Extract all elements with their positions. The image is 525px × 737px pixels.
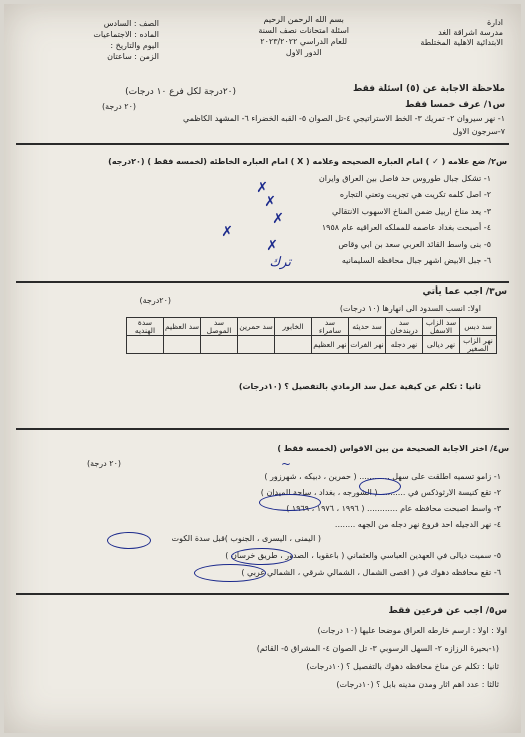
dam-cell: سد الزاب الاسفل — [423, 318, 460, 336]
q4-item-3: ٣- واسط اصبحت محافظه عام ............ ( ١٩٩٦ ، ١٩٧٦ ، ١٩٦٩ ) — [286, 504, 501, 513]
divider-4 — [16, 593, 509, 595]
dam-cell: سد دبس — [460, 318, 497, 336]
answer-circle-2 — [259, 494, 321, 511]
q4-item-4-options: ( اليمنى ، اليسرى ، الجنوب )قبل سدة الكوت — [171, 534, 321, 543]
dams-row — [127, 318, 497, 336]
cross-mark-5: ✗ — [266, 238, 278, 254]
river-cell — [238, 336, 275, 354]
score-mark-icon: ~ — [280, 457, 291, 471]
q4-item-4: ٤- نهر الدجيله احد فروع نهر دجله من الجهه ........ — [334, 520, 501, 529]
rivers-row — [127, 336, 497, 354]
exam-title-block — [258, 14, 349, 58]
dam-cell: سد دربندخان — [386, 318, 423, 336]
river-cell: نهر دجله — [386, 336, 423, 354]
dams-table — [126, 317, 497, 354]
q4-item-5: ٥- سميت ديالى في العهدين العباسي والعثماني ( باعقوبا ، الصدور ، طريق خرسان ) — [225, 551, 501, 560]
q2-item-5: ٥- بنى واسط القائد العربي سعد بن ابي وقاص — [338, 240, 491, 249]
dam-cell: سد الموصل — [201, 318, 238, 336]
river-cell — [127, 336, 164, 354]
school-line-1: ادارة — [486, 18, 503, 27]
marks-note: (٢٠درجة لكل فرع ١٠ درجات) — [125, 87, 236, 97]
q5-part-1-items: (١-بحيرة الرزازه ٢- السهل الرسوبي ٣- تل الصوان ٤- المشراق ٥- القائم) — [256, 644, 499, 653]
time-line: الزمن : ساعتان — [107, 52, 159, 61]
river-cell — [164, 336, 201, 354]
divider-1 — [16, 143, 509, 145]
school-line-2: مدرسة اشراقة الغد — [438, 28, 503, 37]
dam-cell: سد حمرين — [238, 318, 275, 336]
river-cell: نهر ديالى — [423, 336, 460, 354]
q5-title: س٥/ اجب عن فرعين فقط — [388, 606, 507, 616]
q2-item-1: ١- تشكل جبال طوروس حد فاصل بين العراق وايران — [318, 174, 491, 183]
q1-marks: (٢٠ درجة) — [101, 102, 136, 111]
academic-year: للعام الدراسي ٢٠٢٣/٢٠٢٢ — [260, 37, 348, 46]
exam-round: الدور الاول — [285, 48, 322, 57]
river-cell: نهر الفرات — [349, 336, 386, 354]
exam-title: اسئلة امتحانات نصف السنة — [258, 26, 349, 35]
q3-marks: (٢٠درجة) — [139, 296, 171, 305]
dam-cell: سد العظيم — [164, 318, 201, 336]
exam-sheet — [4, 4, 521, 733]
q1-line-2: ٧-سرجون الاول — [452, 127, 505, 136]
subject-line: الماده : الاجتماعيات — [93, 30, 159, 39]
q1-line-1: ١- نهر سيروان ٢- تمريك ٣- الخط الاستراتيجي ٤-تل الصوان ٥- القبه الخضراء ٦- المشهد الكاظمي — [183, 114, 505, 123]
q5-part-1: اولا : اولا : ارسم خارطه العراق موضحا عليها (١٠ درجات) — [317, 626, 507, 635]
river-cell: نهر العظيم — [312, 336, 349, 354]
q5-part-3: ثالثا : عدد اهم اثار ومدن مدينه بابل ؟ (١٠درجات) — [336, 680, 499, 689]
q2-item-4: ٤- أصبحت بغداد عاصمه للمملكه العراقيه عام ١٩٥٨ — [321, 223, 491, 232]
q1-title: س١/ عرف خمسا فقط — [405, 100, 505, 110]
dam-cell: الخابور — [275, 318, 312, 336]
cross-mark-3: ✗ — [272, 211, 284, 227]
q4-marks: (٢٠ درجة) — [86, 459, 121, 468]
cross-mark-2: ✗ — [264, 194, 276, 210]
q3-part-1: اولا: انسب السدود الى انهارها (١٠ درجات) — [339, 304, 481, 313]
answer-note: ملاحظة الاجابة عن (٥) اسئلة فقط — [352, 84, 505, 94]
class-line: الصف : السادس — [103, 19, 159, 28]
dam-cell: سد سامراء — [312, 318, 349, 336]
class-info-block — [93, 18, 159, 62]
river-cell — [201, 336, 238, 354]
cross-mark-4: ✗ — [221, 224, 233, 240]
date-line: اليوم والتاريخ : — [110, 41, 159, 50]
dam-cell: سدة الهنديه — [127, 318, 164, 336]
handwritten-note: ترك — [269, 255, 291, 270]
river-cell: نهر الزاب الصغير — [460, 336, 497, 354]
q4-item-2: ٢- تقع كنيسة الارثوذكس في .......... ( الشورجه ، بغداد ، ساحة الميدان ) — [260, 488, 501, 497]
answer-circle-4 — [231, 548, 293, 565]
divider-3 — [16, 428, 509, 430]
dam-cell: سد حديثه — [349, 318, 386, 336]
q4-item-6: ٦- تقع محافظه دهوك في ( اقصى الشمال ، الشمالي شرقي ، الشمالي غربي ) — [241, 568, 501, 577]
q2-item-6: ٦- جبل الابيض اشهر جبال محافظه السليمانيه — [341, 256, 491, 265]
q5-part-2: ثانيا : تكلم عن مناخ محافظه دهوك بالتفصيل ؟ (١٠درجات) — [306, 662, 499, 671]
answer-circle-1 — [359, 478, 401, 495]
river-cell — [275, 336, 312, 354]
q2-item-3: ٣- يعد مناخ اربيل ضمن المناخ الاسهوب الانتقالي — [331, 207, 491, 216]
school-block — [420, 18, 503, 48]
q4-item-1: ١- زامو تسميه اطلقت على سهل ............ ( حمرين ، دبيكه ، شهرزور ) — [264, 472, 501, 481]
q2-title: س٢/ ضع علامه ( ✓ ) امام العباره الصحيحه وعلامه ( X ) امام العباره الخاطئه (لخمسه فقط ) (٢٠درجه) — [108, 157, 507, 166]
q3-title: س٣/ اجب عما يأتي — [422, 287, 507, 297]
q3-part-2: ثانيا : تكلم عن كيفية عمل سد الرمادي بالتفصيل ؟ (١٠درجات) — [238, 382, 481, 391]
answer-circle-3 — [107, 532, 151, 549]
q2-item-2: ٢- اصل كلمه تكريت هي تجريت وتعني التجاره — [339, 190, 491, 199]
cross-mark-1: ✗ — [256, 180, 268, 196]
divider-2 — [16, 281, 509, 283]
q4-title: س٤/ اختر الاجابة الصحيحة من بين الاقواس (لخمسه فقط ) — [277, 444, 509, 453]
school-line-3: الابتدائية الاهلية المختلطة — [420, 38, 503, 47]
basmala: بسم الله الرحمن الرحيم — [263, 15, 344, 24]
answer-circle-5 — [194, 564, 266, 582]
